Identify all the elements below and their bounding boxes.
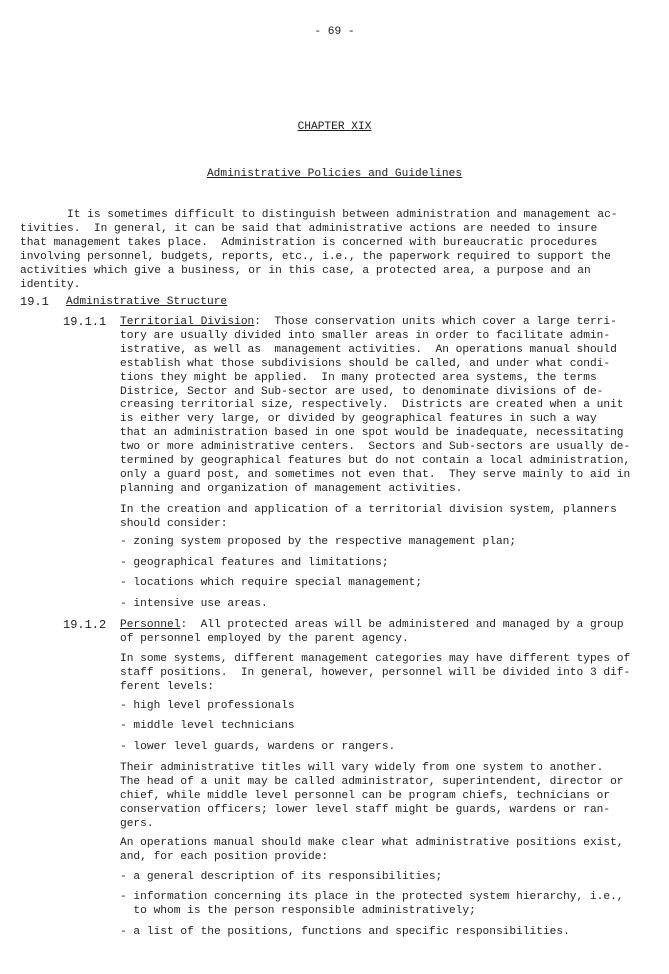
paragraph: In the creation and application of a territorial division system, planners should consider: [120, 504, 617, 530]
paragraph: In some systems, different management categories may have different types of staff positions. In general, however, personnel will be divided into 3 dif- ferent levels: [120, 653, 631, 693]
list-item: - zoning system proposed by the respective management plan; [120, 536, 517, 548]
list-item: - locations which require special management; [120, 577, 423, 589]
list-item: - lower level guards, wardens or rangers. [120, 741, 396, 753]
paragraph: Their administrative titles will vary widely from one system to another. The head of a unit may be called administrator, superintendent, director or chief, while middle level personnel can be program chiefs, technicians or conservation officers; lower level staff might be guards, wardens or ran- gers. [120, 762, 624, 830]
subsection-text: : All protected areas will be administered and managed by a group of personnel employed by the parent agency. [120, 619, 624, 645]
subsection-title: Territorial Division [120, 316, 255, 328]
list-item: - geographical features and limitations; [120, 557, 389, 569]
list-item: - a general description of its responsibilities; [120, 871, 443, 883]
list-item: - a list of the positions, functions and specific responsibilities. [120, 926, 570, 938]
list-item: - high level professionals [120, 700, 295, 712]
subsection-text: : Those conservation units which cover a large terri- tory are usually divided into smaller areas in order to facilitate admin- istrative, as well as management activities. An operations manual should establish what those subdivisions should be called, and under what condi- tions they might be applied. In many protected area systems, the terms Districe, Sector and Sub-sector are used, to denominate divisions of de- creasing territorial size, respectively. Districts are created when a unit is either very large, or divided by geographical features in such a way that an administration based in one spot would be inadequate, necessitating two or more administrative centers. Sectors and Sub-sectors are usually de- termined by geographical features but do not contain a local administration, only a guard post, and sometimes not even that. They serve mainly to aid in planning and organization of management activities. [120, 316, 631, 495]
subsection-body [120, 316, 630, 497]
list-item: - middle level technicians [120, 720, 295, 732]
subsection-number: 19.1.2 [63, 618, 107, 632]
section-title: Administrative Structure [66, 296, 228, 308]
subsection-title: Personnel [120, 619, 181, 631]
section-number: 19.1 [20, 295, 49, 309]
list-item: - intensive use areas. [120, 598, 268, 610]
subsection-body [120, 619, 624, 647]
intro-paragraph: It is sometimes difficult to distinguish between administration and management ac- tivities. In general, it can be said that administrative actions are needed to insure that management takes place. Administration is concerned with bureaucratic procedures involving personnel, budgets, reports, etc., i.e., the paperwork required to support the activities which give a business, or in this case, a protected area, a purpose and an identity. [20, 209, 618, 291]
paragraph: An operations manual should make clear what administrative positions exist, and, for each position provide: [120, 837, 624, 863]
subsection-number: 19.1.1 [63, 315, 107, 329]
page-number: - 69 - [314, 26, 355, 38]
page-title: Administrative Policies and Guidelines [206, 168, 463, 180]
list-item: - information concerning its place in the protected system hierarchy, i.e., to whom is the person responsible administratively; [120, 891, 624, 917]
chapter-heading: CHAPTER XIX [297, 121, 372, 133]
